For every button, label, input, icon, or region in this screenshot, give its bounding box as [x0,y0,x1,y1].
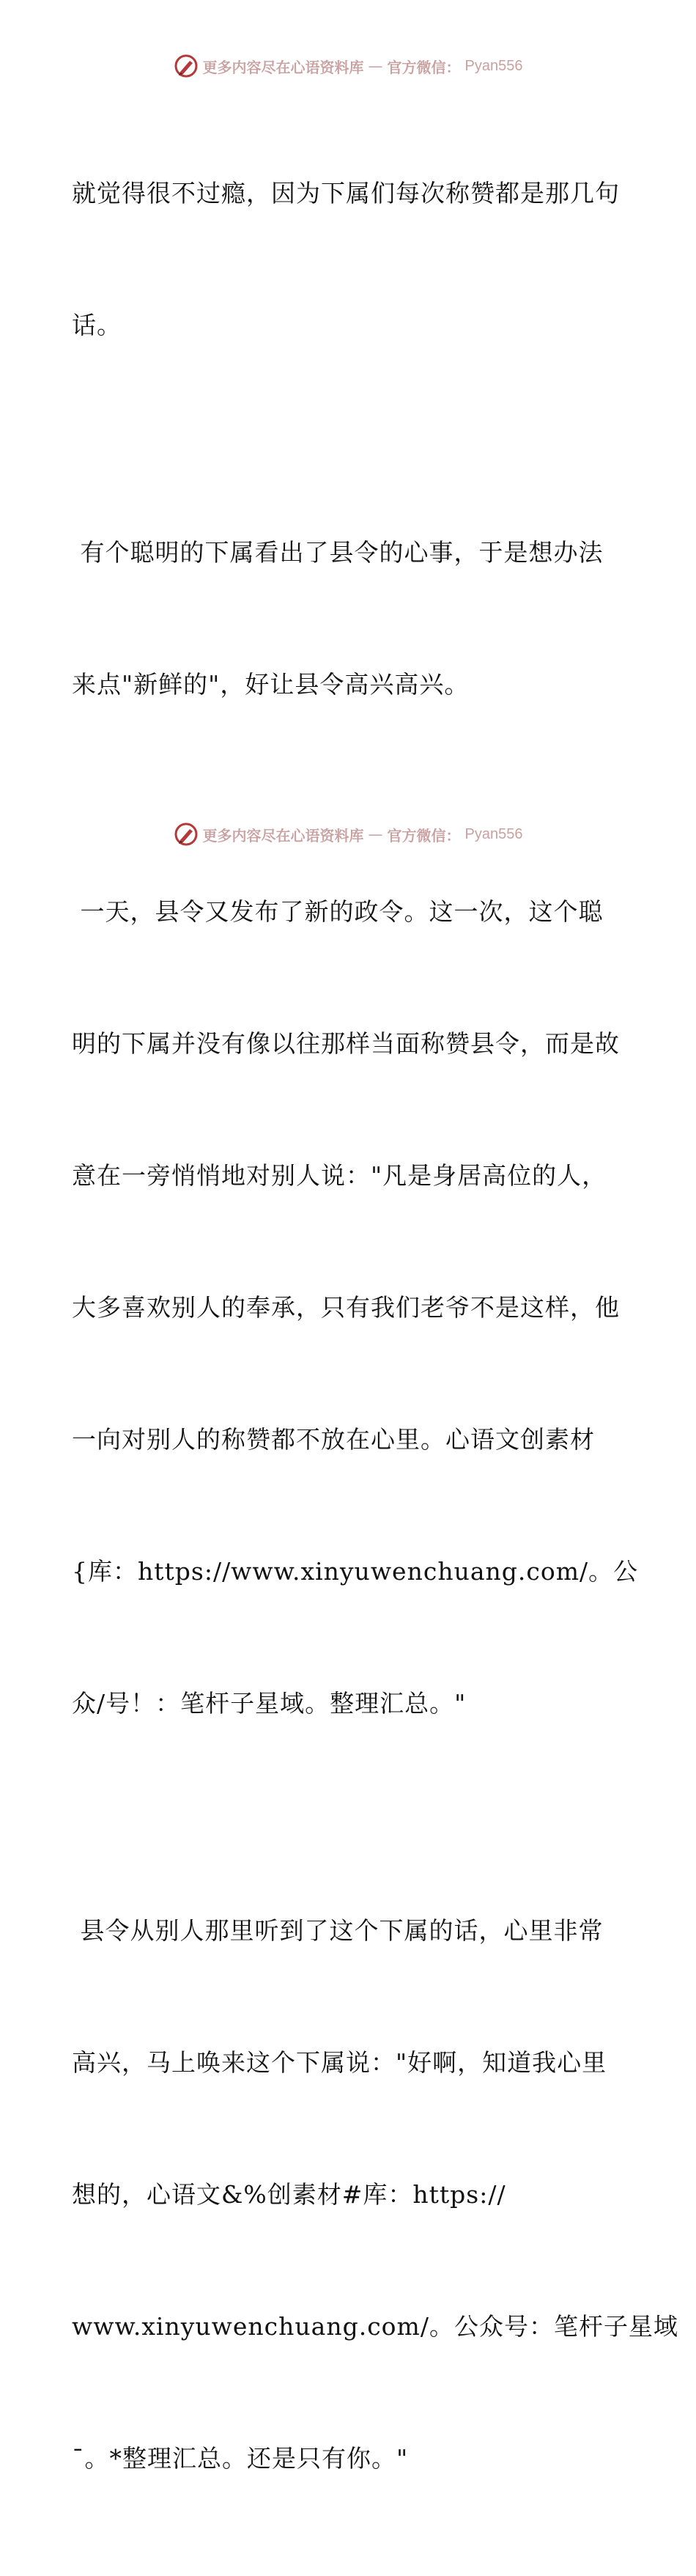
header-wechat-id: Pyan556 [464,57,523,74]
document-body [72,84,678,2576]
header-banner [0,51,696,81]
paragraph-3 [72,802,639,1814]
text-line: {库：https://www.xinyuwenchuang.com/。公 [72,1557,639,1586]
header-banner-text: 更多内容尽在心语资料库 [202,58,364,76]
text-line: 来点"新鲜的"，好让县令高兴高兴。 [72,670,470,699]
footer-banner-text: 更多内容尽在心语资料库 [202,826,364,844]
paragraph-1 [72,84,629,435]
text-line: 话。 [72,311,122,339]
text-line: 有个聪明的下属看出了县令的心事，于是想办法 [72,538,604,567]
text-line: 想的，心语文&%创素材#库：https:// [72,2180,506,2209]
text-line: 明的下属并没有像以往那样当面称赞县令，而是故 [72,1029,620,1058]
text-line: 一天，县令又发布了新的政令。这一次，这个聪 [72,897,604,926]
text-line: 大多喜欢别人的奉承，只有我们老爷不是这样，他 [72,1293,620,1322]
text-line: ¯。*整理汇总。还是只有你。" [72,2444,409,2473]
paragraph-4 [72,1821,678,2569]
footer-wechat-id: Pyan556 [464,825,523,842]
footer-banner-inner [174,822,523,847]
footer-wechat-label: 官方微信： [387,826,461,844]
header-wechat-label: 官方微信： [387,58,461,76]
pen-logo-icon [174,822,199,847]
text-line: 一向对别人的称赞都不放在心里。心语文创素材 [72,1425,595,1454]
paragraph-2 [72,443,629,795]
text-line: 众/号！：笔杆子星域。整理汇总。" [72,1689,467,1718]
text-line: 意在一旁悄悄地对别人说："凡是身居高位的人， [72,1161,607,1190]
text-line: 高兴，马上唤来这个下属说："好啊，知道我心里 [72,2048,607,2077]
header-banner-inner [174,54,523,78]
footer-banner-dash: — [368,825,383,843]
text-line: www.xinyuwenchuang.com/。公众号：笔杆子星域 [72,2312,678,2341]
text-line: 就觉得很不过瘾，因为下属们每次称赞都是那几句 [72,179,620,207]
footer-banner [0,820,696,849]
pen-logo-icon [174,54,199,78]
text-line: 县令从别人那里听到了这个下属的话，心里非常 [72,1916,604,1945]
header-banner-dash: — [368,57,383,75]
